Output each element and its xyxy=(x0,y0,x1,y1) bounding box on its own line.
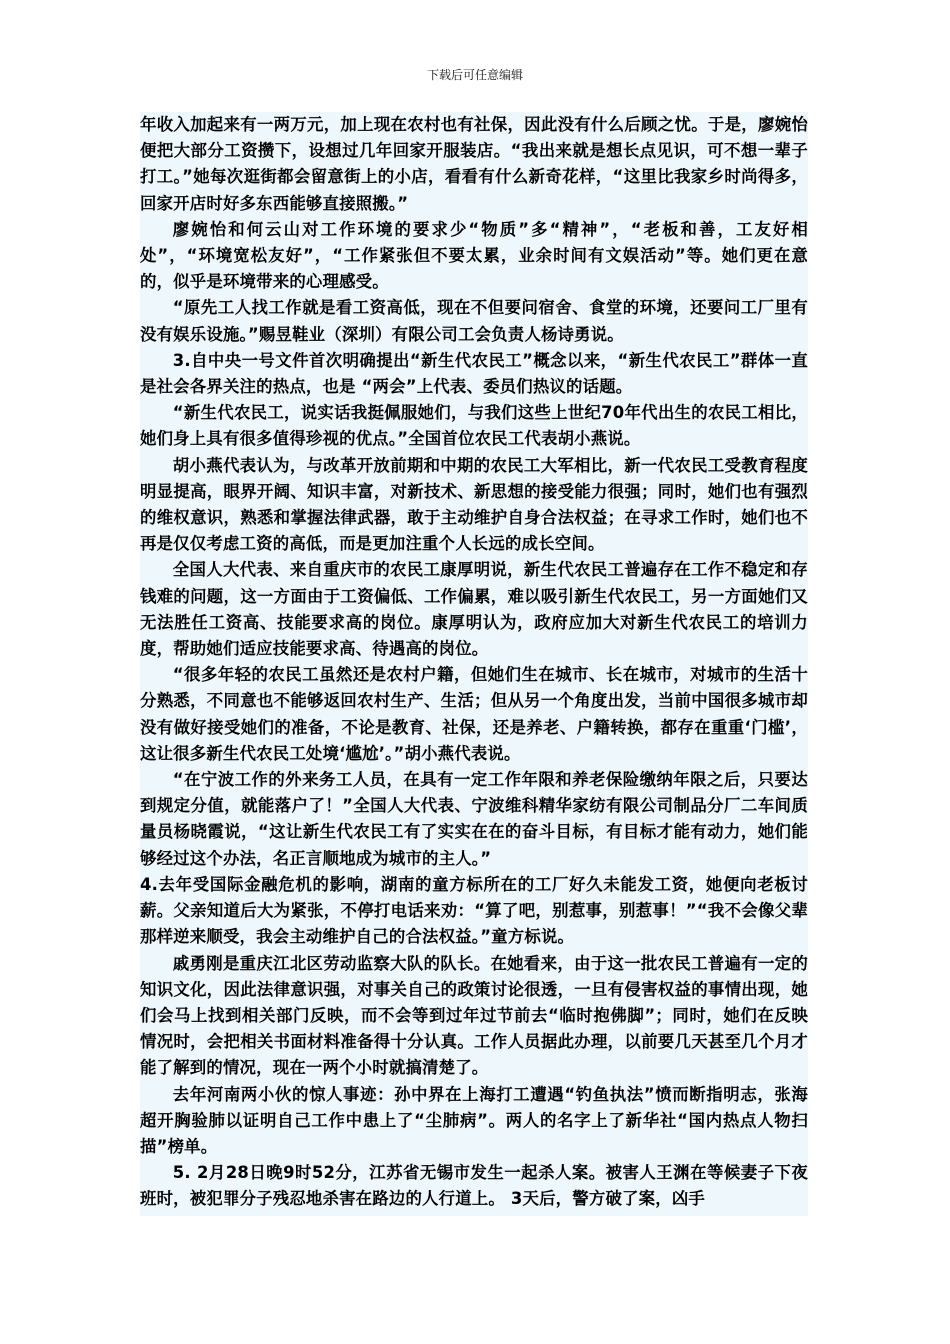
paragraph: 戚勇刚是重庆江北区劳动监察大队的队长。在她看来，由于这一批农民工普遍有一定的知识文化，因此法律意识强，对事关自己的政策讨论很透，一旦有侵害权益的事情出现，她们会马上找到相关部门反映，而不会等到过年过节前去“临时抱佛脚”；同时，她们在反映情况时，会把相关书面材料准备得十分认真。工作人员据此办理，以前要几天甚至几个月才能了解到的情况，现在一两个小时就搞清楚了。 xyxy=(140,953,808,1078)
paragraph: “在宁波工作的外来务工人员，在具有一定工作年限和养老保险缴纳年限之后，只要达到规定分值，就能落户了！”全国人大代表、宁波维科精华家纺有限公司制品分厂二车间质量员杨晓霞说，“这让新生代农民工有了实实在在的奋斗目标，有目标才能有动力，她们能够经过这个办法，名正言顺地成为城市的主人。” xyxy=(140,770,808,868)
paragraph: 去年河南两小伙的惊人事迹：孙中界在上海打工遭遇“钓鱼执法”愤而断指明志，张海超开胸验肺以证明自己工作中患上了“尘肺病”。两人的名字上了新华社“国内热点人物扫描”榜单。 xyxy=(140,1084,808,1156)
paragraph: 廖婉怡和何云山对工作环境的要求少“物质”多“精神”，“老板和善，工友好相处”，“环境宽松友好”，“工作紧张但不要太累，业余时间有文娱活动”等。她们更在意的，似乎是环境带来的心理感受。 xyxy=(140,219,808,292)
paragraph: 全国人大代表、来自重庆市的农民工康厚明说，新生代农民工普遍存在工作不稳定和存钱难的问题，这一方面由于工资偏低、工作偏累，难以吸引新生代农民工，另一方面她们又无法胜任工资高、技能要求高的岗位。康厚明认为，政府应加大对新生代农民工的培训力度，帮助她们适应技能要求高、待遇高的岗位。 xyxy=(140,560,808,659)
paragraph: 3.自中央一号文件首次明确提出“新生代农民工”概念以来，“新生代农民工”群体一直是社会各界关注的热点，也是 “两会”上代表、委员们热议的话题。 xyxy=(140,350,808,397)
paragraph: “很多年轻的农民工虽然还是农村户籍，但她们生在城市、长在城市，对城市的生活十分熟悉，不同意也不能够返回农村生产、生活；但从另一个角度出发，当前中国很多城市却没有做好接受她们的准备，不论是教育、社保，还是养老、户籍转换，都存在重重‘门槛’，这让很多新生代农民工处境‘尴尬’。”胡小燕代表说。 xyxy=(140,665,808,763)
document-body xyxy=(140,112,808,1216)
paragraph: “新生代农民工，说实话我挺佩服她们，与我们这些上世纪70年代出生的农民工相比，她们身上具有很多值得珍视的优点。”全国首位农民工代表胡小燕说。 xyxy=(140,403,808,449)
paragraph: “原先工人找工作就是看工资高低，现在不但要问宿舍、食堂的环境，还要问工厂里有没有娱乐设施。”赐昱鞋业（深圳）有限公司工会负责人杨诗勇说。 xyxy=(140,298,808,344)
paragraph: 胡小燕代表认为，与改革开放前期和中期的农民工大军相比，新一代农民工受教育程度明显提高，眼界开阔、知识丰富，对新技术、新思想的接受能力很强；同时，她们也有强烈的维权意识，熟悉和掌握法律武器，敢于主动维护自身合法权益；在寻求工作时，她们也不再是仅仅考虑工资的高低，而是更加注重个人长远的成长空间。 xyxy=(140,455,808,554)
paragraph: 年收入加起来有一两万元，加上现在农村也有社保，因此没有什么后顾之忧。于是，廖婉怡便把大部分工资攒下，设想过几年回家开服装店。“我出来就是想长点见识，可不想一辈子打工。”她每次逛街都会留意街上的小店，看看有什么新奇花样，“这里比我家乡时尚得多，回家开店时好多东西能够直接照搬。” xyxy=(140,115,808,213)
paragraph: 5. 2月28日晚9时52分，江苏省无锡市发生一起杀人案。被害人王渊在等候妻子下夜班时，被犯罪分子残忍地杀害在路边的人行道上。 3天后，警方破了案，凶手 xyxy=(140,1163,808,1209)
page-header: 下载后可任意编辑 xyxy=(426,68,523,82)
paragraph: 4.去年受国际金融危机的影响，湖南的童方标所在的工厂好久未能发工资，她便向老板讨薪。父亲知道后大为紧张，不停打电话来劝：“算了吧，别惹事，别惹事！”“我不会像父辈那样逆来顺受，我会主动维护自己的合法权益。”童方标说。 xyxy=(140,874,808,947)
